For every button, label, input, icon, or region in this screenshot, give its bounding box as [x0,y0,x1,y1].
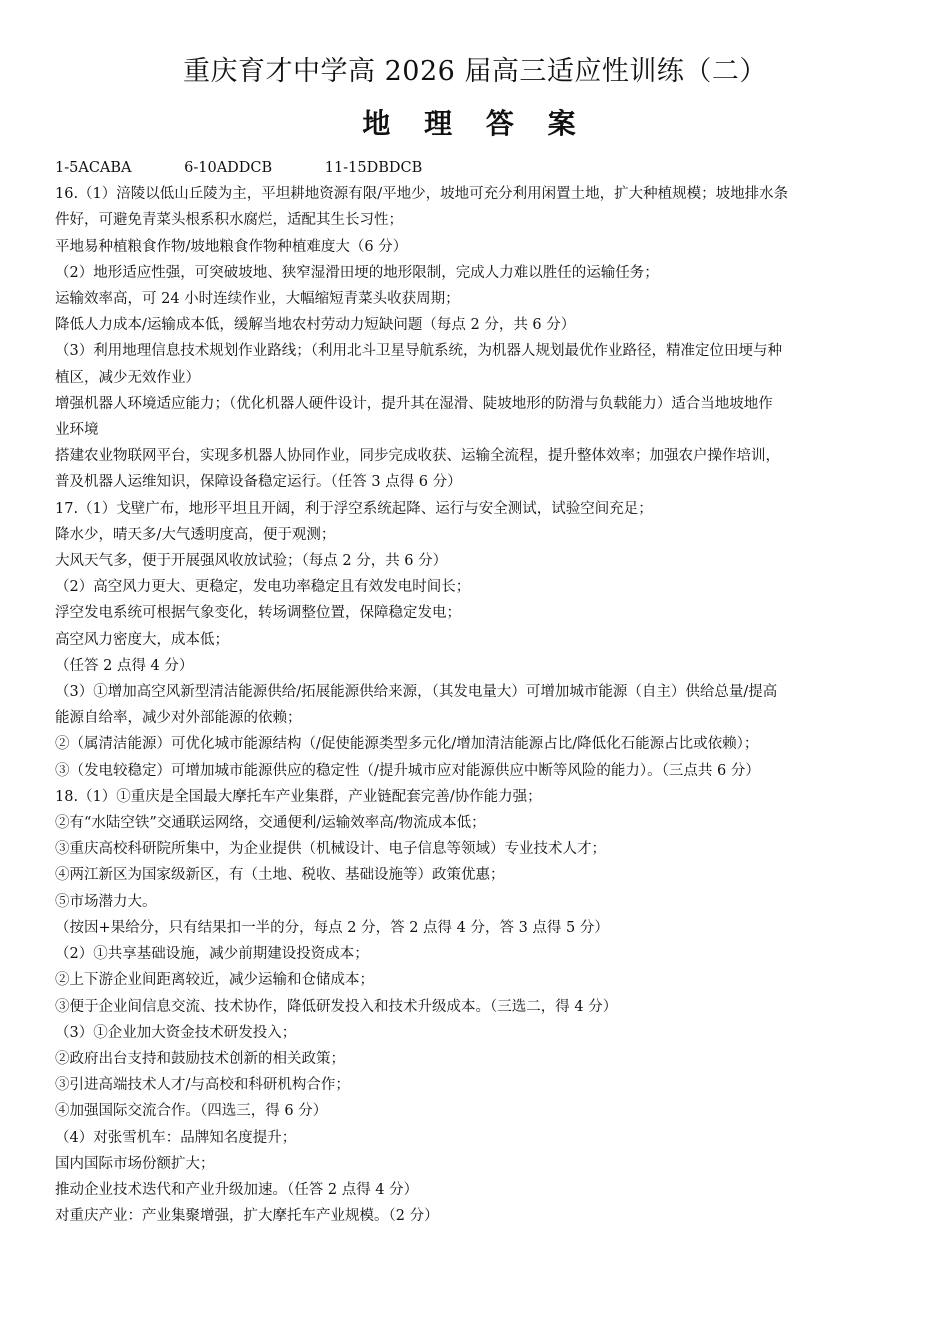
text-line: 国内国际市场份额扩大； [55,1155,215,1172]
text-line: 业环境 [55,422,99,439]
answer-body [55,155,903,1229]
answer-group-1-5: 1-5ACABA [55,160,132,176]
text-line: ②有“水陆空铁”交通联运网络，交通便利/运输效率高/物流成本低； [55,815,486,832]
text-line: （3）①增加高空风新型清洁能源供给/拓展能源供给来源，（其发电量大）可增加城市能源（自主）供给总量/提高 [55,684,778,701]
text-line: 降低人力成本/运输成本低，缓解当地农村劳动力短缺问题（每点 2 分，共 6 分） [55,317,576,334]
text-line: 运输效率高，可 24 小时连续作业，大幅缩短青菜头收获周期； [55,291,460,308]
text-line: ②（属清洁能源）可优化城市能源结构（/促使能源类型多元化/增加清洁能源占比/降低化石能源占比或依赖）； [55,736,759,753]
text-line: ③重庆高校科研院所集中，为企业提供（机械设计、电子信息等领域）专业技术人才； [55,841,606,858]
text-line: 18.（1）①重庆是全国最大摩托车产业集群，产业链配套完善/协作能力强； [55,788,542,805]
text-line: 普及机器人运维知识，保障设备稳定运行。（任答 3 点得 6 分） [55,474,462,491]
multiple-choice-answers [55,155,903,181]
page-title: 重庆育才中学高 2026 届高三适应性训练（二） [183,56,767,87]
text-line: ④两江新区为国家级新区，有（土地、税收、基础设施等）政策优惠； [55,867,505,884]
text-line: 能源自给率，减少对外部能源的依赖； [55,710,302,727]
text-line: （按因+果给分，只有结果扣一半的分，每点 2 分，答 2 点得 4 分，答 3 点得 5 分） [55,919,609,936]
text-line: 推动企业技术迭代和产业升级加速。（任答 2 点得 4 分） [55,1181,419,1198]
text-line: （2）地形适应性强，可突破坡地、狭窄湿滑田埂的地形限制，完成人力难以胜任的运输任务； [55,264,659,281]
text-line: （4）对张雪机车：品牌知名度提升； [55,1129,297,1146]
text-line: ②政府出台支持和鼓励技术创新的相关政策； [55,1050,345,1067]
text-line: 降水少，晴天多/大气透明度高，便于观测； [55,526,336,543]
text-line: 对重庆产业：产业集聚增强，扩大摩托车产业规模。（2 分） [55,1208,439,1225]
text-line: 搭建农业物联网平台，实现多机器人协同作业，同步完成收获、运输全流程，提升整体效率；加强农户操作培训， [55,448,780,465]
text-line: 平地易种植粮食作物/坡地粮食作物种植难度大（6 分） [55,238,408,255]
text-line: （3）①企业加大资金技术研发投入； [55,1024,297,1041]
answer-group-11-15: 11-15DBDCB [324,160,423,176]
text-line: （2）①共享基础设施，减少前期建设投资成本； [55,946,369,963]
text-line: （3）利用地理信息技术规划作业路线；（利用北斗卫星导航系统，为机器人规划最优作业路径，精准定位田埂与种 [55,343,782,360]
text-line: （任答 2 点得 4 分） [55,657,194,674]
text-line: ②上下游企业间距离较近，减少运输和仓储成本； [55,972,374,989]
text-line: （2）高空风力更大、更稳定，发电功率稳定且有效发电时间长； [55,579,471,596]
text-line: 大风天气多，便于开展强风收放试验；（每点 2 分，共 6 分） [55,553,448,570]
text-line: 17.（1）戈壁广布，地形平坦且开阔，利于浮空系统起降、运行与安全测试，试验空间充足； [55,500,653,517]
text-line: ③（发电较稳定）可增加城市能源供应的稳定性（/提升城市应对能源供应中断等风险的能力）。（三点共 6 分） [55,762,760,779]
text-line: ③便于企业间信息交流、技术协作，降低研发投入和技术升级成本。（三选二，得 4 分） [55,998,618,1015]
text-line: 高空风力密度大，成本低； [55,631,229,648]
text-line: ④加强国际交流合作。（四选三，得 6 分） [55,1103,328,1120]
text-line: ⑤市场潜力大。 [55,893,157,910]
text-line: 件好，可避免青菜头根系积水腐烂，适配其生长习性； [55,212,403,229]
text-line: ③引进高端技术人才/与高校和科研机构合作； [55,1077,350,1094]
text-line: 浮空发电系统可根据气象变化，转场调整位置，保障稳定发电； [55,605,461,622]
answer-group-6-10: 6-10ADDCB [184,160,273,176]
text-line: 16.（1）涪陵以低山丘陵为主，平坦耕地资源有限/平地少，坡地可充分利用闲置土地，扩大种植规模；坡地排水条 [55,186,789,203]
page-subtitle: 地 理 答 案 [362,107,588,140]
text-line: 植区，减少无效作业） [55,369,200,386]
text-line: 增强机器人环境适应能力；（优化机器人硬件设计，提升其在湿滑、陡坡地形的防滑与负载能力）适合当地坡地作 [55,395,773,412]
